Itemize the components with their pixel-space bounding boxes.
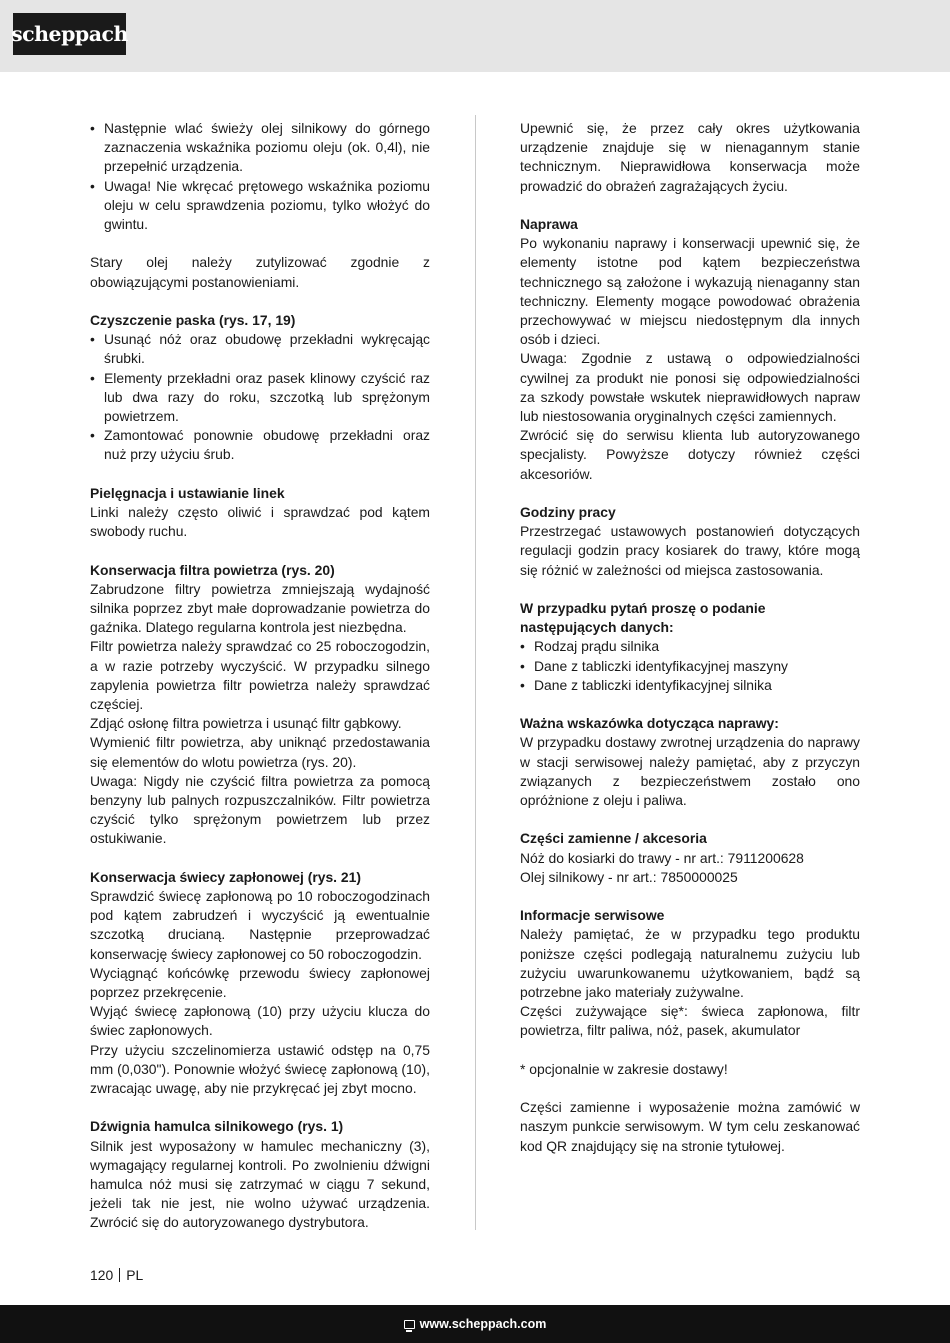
list-item: • Elementy przekładni oraz pasek klinowy czyścić raz lub dwa razy do roku, szczotką lub sprężonym powietrzem. [90,369,430,427]
list-item: • Zamontować ponownie obudowę przekładni oraz nuż przy użyciu śrub. [90,426,430,464]
monitor-icon [404,1320,415,1329]
cable-care-heading: Pielęgnacja i ustawianie linek [90,484,285,501]
old-oil-disposal-text: Stary olej należy zutylizować zgodnie z obowiązującymi postanowieniami. [90,254,430,290]
paragraph: Uwaga: Nigdy nie czyścić filtra powietrza za pomocą benzyny lub palnych rozpuszczalników. Filtr powietrza czyścić tylko sprężonym powietrzem lub przez ostukiwanie. [90,772,430,847]
paragraph: Części zużywające się*: świeca zapłonowa, filtr powietrza, filtr paliwa, nóż, pasek, akumulator [520,1003,860,1039]
scheppach-logo: scheppach [13,13,126,55]
spare-part-item: Nóż do kosiarki do trawy - nr art.: 7911200628 [520,849,804,866]
list-item: • Dane z tabliczki identyfikacyjnej maszyny [520,657,860,676]
spare-part-item: Olej silnikowy - nr art.: 7850000025 [520,868,738,885]
paragraph: Po wykonaniu naprawy i konserwacji upewnić się, że elementy istotne pod kątem bezpieczeństwa technicznego są założone i wykazują nienaganny stan techniczny. Elementy mogące powodować obrażenia przechowywać w miejscu niedostępnym dla innych osób i dzieci. [520,235,860,348]
spark-plug-heading: Konserwacja świecy zapłonowej (rys. 21) [90,868,361,885]
page-number-separator [119,1268,120,1282]
maintenance-warning-text: Upewnić się, że przez cały okres użytkowania urządzenie znajduje się w nienagannym stanie technicznym. Nieprawidłowa konserwacja może prowadzić do obrażeń zagrażających życiu. [520,120,860,194]
list-item: • Dane z tabliczki identyfikacyjnej silnika [520,676,860,695]
repair-note-text: W przypadku dostawy zwrotnej urządzenia do naprawy w stacji serwisowej należy pamiętać, aby z przyczyn związanych z bezpieczeństwem zostało ono opróżnione z oleju i paliwa. [520,734,860,809]
footer-bar [0,1305,950,1343]
list-item: • Rodzaj prądu silnika [520,637,860,656]
column-divider [475,115,476,1230]
air-filter-heading: Konserwacja filtra powietrza (rys. 20) [90,561,335,578]
paragraph: Wyjąć świecę zapłonową (10) przy użyciu klucza do świec zapłonowych. [90,1003,430,1039]
working-hours-text: Przestrzegać ustawowych postanowień dotyczących regulacji godzin pracy kosiarek do trawy, które mogą się różnić w zależności od miejsca zastosowania. [520,523,860,578]
service-info-heading: Informacje serwisowe [520,907,665,924]
list-item: • Usunąć nóż oraz obudowę przekładni wykręcając śrubki. [90,330,430,368]
right-column [520,119,860,1156]
website-link[interactable]: www.scheppach.com [419,1317,547,1331]
engine-brake-heading: Dźwignia hamulca silnikowego (rys. 1) [90,1118,344,1135]
spare-parts-heading: Części zamienne / akcesoria [520,830,707,847]
oil-fill-list [90,119,430,234]
paragraph: Wymienić filtr powietrza, aby uniknąć przedostawania się elementów do wlotu powietrza (rys. 20). [90,734,430,770]
paragraph: Zabrudzone filtry powietrza zmniejszają wydajność silnika poprzez zbyt małe doprowadzanie powietrza do gaźnika. Dlatego regularna kontrola jest niezbędna. [90,580,430,636]
belt-cleaning-heading: Czyszczenie paska (rys. 17, 19) [90,312,296,328]
inquiry-data-list [520,637,860,695]
belt-cleaning-list [90,330,430,464]
header-bar [0,0,950,72]
list-item: • Uwaga! Nie wkręcać prętowego wskaźnika poziomu oleju w celu sprawdzenia poziomu, tylko włożyć do gwintu. [90,177,430,235]
paragraph: Wyciągnąć końcówkę przewodu świecy zapłonowej poprzez przekręcenie. [90,964,430,1001]
working-hours-heading: Godziny pracy [520,504,616,521]
optional-note: * opcjonalnie w zakresie dostawy! [520,1060,728,1077]
list-item: • Następnie wlać świeży olej silnikowy do górnego zaznaczenia wskaźnika poziomu oleju (ok. 0,4l), nie przepełnić urządzenia. [90,119,430,177]
repair-heading: Naprawa [520,216,578,232]
page-number [90,1266,143,1284]
ordering-text: Części zamienne i wyposażenie można zamówić w naszym punkcie serwisowym. W tym celu zeskanować kod QR znajdujący się na stronie tytułowej. [520,1099,860,1154]
paragraph: Filtr powietrza należy sprawdzać co 25 roboczogodzin, a w razie potrzeby wyczyścić. W przypadku silnego zapylenia powietrza filtr powietrza należy sprawdzać częściej. [90,638,430,713]
paragraph: Należy pamiętać, że w przypadku tego produktu poniższe części podlegają naturalnemu zużyciu lub zużyciu uwarunkowanemu użytkowaniem, bądź są potrzebne jako materiały zużywalne. [520,926,860,1001]
engine-brake-text: Silnik jest wyposażony w hamulec mechaniczny (3), wymagający regularnej kontroli. Po zwolnieniu dźwigni hamulca nóż musi się zatrzymać w ciągu 7 sekund, jeżeli tak nie jest, nie wolno używać urządzenia. Zwrócić się do autoryzowanego dystrybutora. [90,1137,430,1231]
left-column [90,119,430,1233]
page-number-value: 120 [90,1267,114,1283]
repair-note-heading: Ważna wskazówka dotycząca naprawy: [520,715,779,732]
page-language: PL [126,1267,144,1283]
paragraph: Sprawdzić świecę zapłonową po 10 roboczogodzinach pod kątem zabrudzeń i wyczyścić ją ewentualnie szczotką drucianą. Następnie przeprowadzać konserwację świecy zapłonowej co 50 roboczogodzin. [90,888,430,962]
paragraph: Uwaga: Zgodnie z ustawą o odpowiedzialności cywilnej za produkt nie ponosi się odpowiedzialności za szkody powstałe wskutek nieprawidłowych napraw lub niestosowania oryginalnych części zamiennych. [520,350,860,425]
paragraph: Przy użyciu szczelinomierza ustawić odstęp na 0,75 mm (0,030"). Ponownie włożyć świecę zapłonową (10), zwracając uwagę, aby nie przykręcać jej zbyt mocno. [90,1041,430,1097]
cable-care-text: Linki należy często oliwić i sprawdzać pod kątem swobody ruchu. [90,504,430,540]
paragraph: Zdjąć osłonę filtra powietrza i usunąć filtr gąbkowy. [90,715,402,732]
paragraph: Zwrócić się do serwisu klienta lub autoryzowanego specjalisty. Powyższe dotyczy również części akcesoriów. [520,427,860,482]
inquiry-data-heading: W przypadku pytań proszę o podanie następujących danych: [520,600,766,636]
